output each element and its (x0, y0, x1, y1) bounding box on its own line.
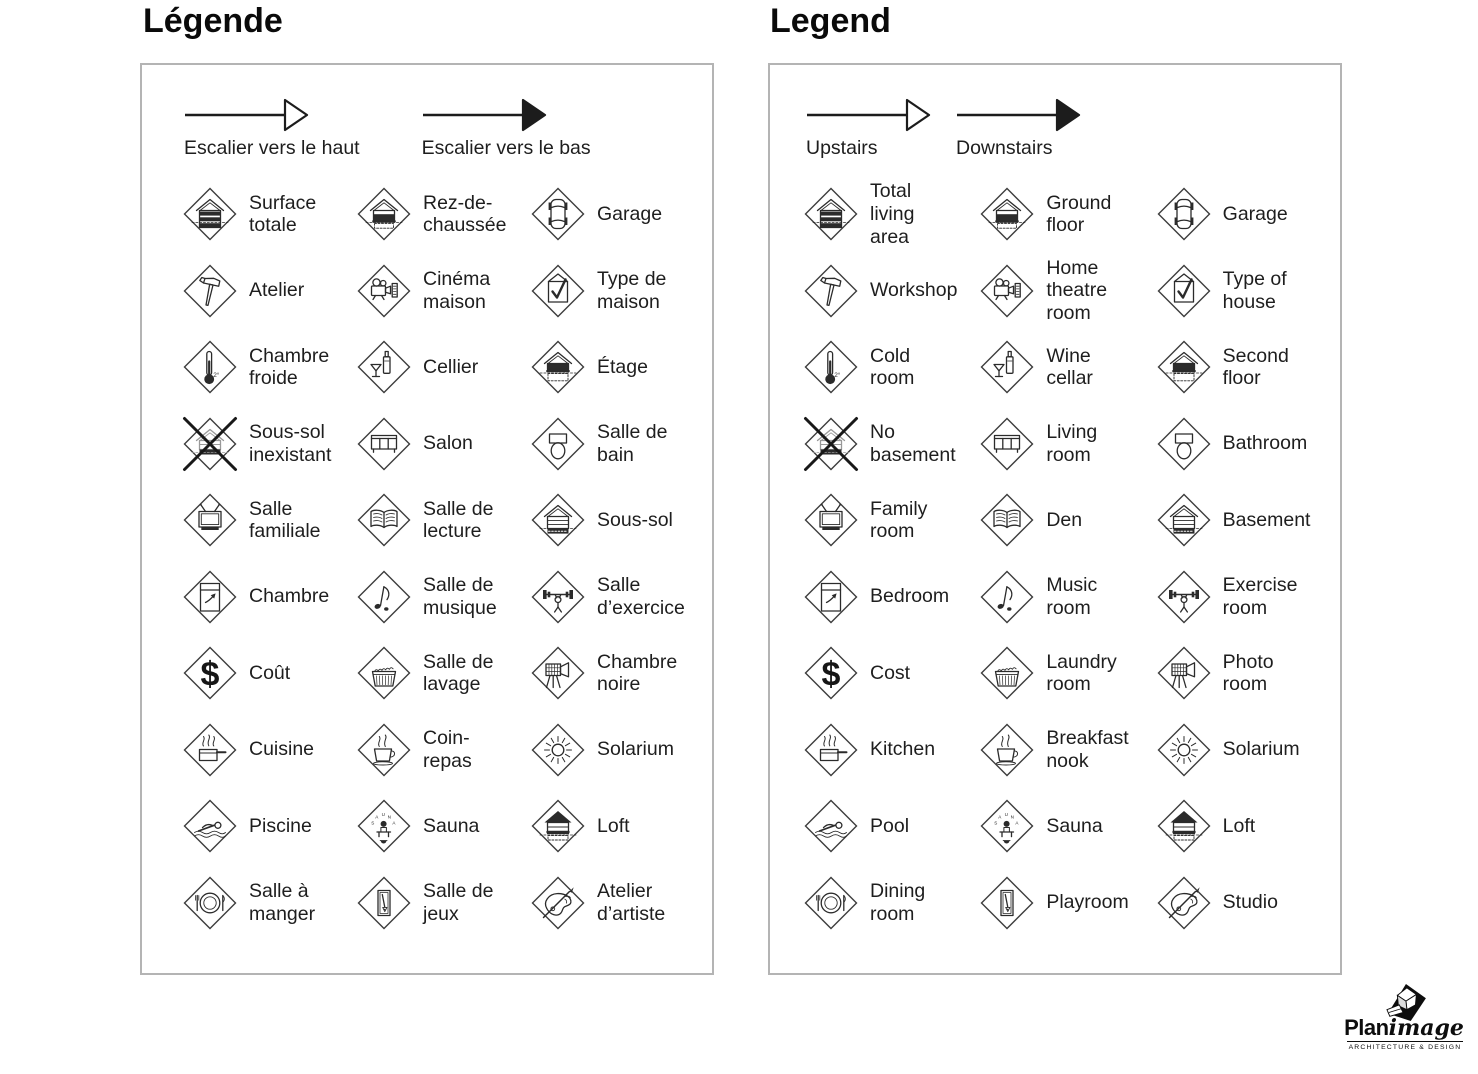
stairs-down-label: Downstairs (956, 137, 1053, 159)
legend-item (356, 865, 530, 942)
legend-item (1156, 253, 1332, 330)
legend-item (182, 865, 356, 942)
legend-item-label: Bathroom (1222, 432, 1308, 455)
svg-text:2°: 2° (213, 372, 220, 380)
paint-palette-icon (1156, 875, 1212, 931)
open-book-icon (356, 492, 412, 548)
legend-item (1156, 712, 1332, 789)
svg-text:S: S (994, 820, 998, 826)
legend-item-label: Chambre froide (249, 344, 330, 390)
billiard-table-icon (356, 875, 412, 931)
legend-item-label: No basement (870, 421, 956, 466)
legend-item-label: Chambre (249, 585, 330, 608)
legend-item-label: Living room (1046, 421, 1098, 466)
legend-item (182, 176, 356, 253)
house-no-basement-icon (182, 416, 238, 472)
legend-item (182, 712, 356, 789)
legend-item (1156, 329, 1332, 406)
sofa-icon (979, 416, 1035, 472)
legend-item-label: Sous-sol (597, 508, 673, 531)
car-garage-icon (1156, 186, 1212, 242)
house-loft-icon (1156, 798, 1212, 854)
legend-item-label: Photo room (1222, 650, 1274, 696)
logo-image-text: image (1388, 1015, 1464, 1041)
house-basement-icon (1156, 492, 1212, 548)
dollar-sign-icon (182, 645, 238, 701)
legend-item (1156, 176, 1332, 253)
svg-text:$: $ (821, 655, 841, 694)
legend-item-label: Sauna (1046, 814, 1103, 837)
house-second-floor-icon (530, 339, 586, 395)
legend-item (356, 559, 530, 636)
legend-item (530, 559, 704, 636)
dollar-sign-icon (803, 645, 859, 701)
legend-item (356, 253, 530, 330)
legend-item (979, 482, 1155, 559)
legend-item (530, 712, 704, 789)
legend-item (530, 329, 704, 406)
legend-item-label: Den (1046, 508, 1083, 531)
legend-item-label: Salle à manger (249, 880, 316, 925)
swimmer-icon (182, 798, 238, 854)
hammer-icon (803, 263, 859, 319)
sauna-person-icon (979, 798, 1035, 854)
house-basement-icon (530, 492, 586, 548)
stairs-up-entry (806, 98, 932, 160)
svg-text:A: A (375, 814, 379, 820)
svg-text:A: A (1015, 820, 1019, 826)
legend-item (1156, 865, 1332, 942)
legend-item-label: Salle de lecture (423, 497, 494, 543)
legend-item (979, 253, 1155, 330)
legend-item (356, 482, 530, 559)
svg-text:A: A (998, 814, 1002, 820)
sun-icon (1156, 722, 1212, 778)
legend-item-label: Basement (1222, 508, 1311, 531)
legend-item-label: Playroom (1046, 891, 1129, 914)
legend-item-label: Sous-sol inexistant (249, 421, 332, 466)
legend-item (1156, 788, 1332, 865)
legend-item-label: Cost (870, 661, 911, 684)
legend-item (530, 482, 704, 559)
logo-wordmark (1337, 1015, 1471, 1041)
legend-item-label: Family room (870, 497, 928, 543)
bed-icon (803, 569, 859, 625)
house-total-area-icon (803, 186, 859, 242)
legend-item-label: Pool (870, 814, 910, 837)
house-loft-icon (530, 798, 586, 854)
legend-item (182, 482, 356, 559)
legend-panel-french (140, 63, 714, 975)
legend-item (979, 788, 1155, 865)
legend-item-label: Bedroom (870, 585, 950, 608)
legend-item (979, 635, 1155, 712)
movie-camera-icon (530, 645, 586, 701)
sofa-icon (356, 416, 412, 472)
legend-item-label: Loft (597, 814, 630, 837)
legend-item (182, 406, 356, 483)
legend-item-label: Type of house (1222, 268, 1287, 313)
legend-item-label: Cuisine (249, 738, 315, 761)
legend-item-label: Coin-repas (423, 727, 472, 772)
legend-item-label: Surface totale (249, 191, 317, 237)
legend-item-label: Garage (1222, 202, 1288, 225)
coffee-cup-icon (979, 722, 1035, 778)
legend-item-label: Exercise room (1222, 574, 1298, 619)
house-second-floor-icon (1156, 339, 1212, 395)
legend-item-label: Solarium (597, 738, 674, 761)
logo-tagline: ARCHITECTURE & DESIGN (1347, 1041, 1463, 1051)
legend-item-label: Salle familiale (249, 497, 321, 543)
swimmer-icon (803, 798, 859, 854)
svg-text:$: $ (200, 655, 220, 694)
toilet-icon (530, 416, 586, 472)
legend-item-label: Workshop (870, 279, 958, 302)
legend-item-label: Solarium (1222, 738, 1300, 761)
stairs-up-arrow-icon (806, 98, 932, 134)
legend-item-label: Piscine (249, 814, 312, 837)
legend-item (182, 635, 356, 712)
stairs-down-arrow-icon (956, 98, 1082, 134)
legend-item (356, 406, 530, 483)
movie-camera-icon (1156, 645, 1212, 701)
legend-item (803, 559, 979, 636)
house-no-basement-icon (803, 416, 859, 472)
film-projector-icon (979, 263, 1035, 319)
svg-text:N: N (387, 814, 391, 820)
thermometer-icon (182, 339, 238, 395)
legend-item-label: Salle de jeux (423, 880, 494, 925)
legend-title-french: Légende (143, 2, 283, 40)
legend-item (1156, 406, 1332, 483)
place-setting-icon (182, 875, 238, 931)
film-projector-icon (356, 263, 412, 319)
stairs-up-label: Upstairs (806, 137, 878, 159)
planimage-logo (1337, 984, 1471, 1051)
cooking-pot-icon (182, 722, 238, 778)
legend-item-label: Salle de bain (597, 421, 668, 466)
legend-item (356, 176, 530, 253)
wine-bottle-glass-icon (356, 339, 412, 395)
legend-item (979, 329, 1155, 406)
place-setting-icon (803, 875, 859, 931)
stairs-down-arrow-icon (422, 98, 548, 134)
stairs-up-entry (184, 98, 360, 160)
legend-item (530, 635, 704, 712)
legend-item (530, 865, 704, 942)
stairs-down-label: Escalier vers le bas (421, 137, 591, 159)
legend-item-label: Ground floor (1046, 191, 1112, 237)
house-total-area-icon (182, 186, 238, 242)
legend-item-label: Cold room (870, 344, 915, 390)
legend-item-label: Cinéma maison (423, 268, 491, 313)
wine-bottle-glass-icon (979, 339, 1035, 395)
legend-item-label: Total living area (870, 180, 915, 248)
svg-text:2°: 2° (834, 372, 841, 380)
legend-item-label: Second floor (1222, 344, 1289, 390)
stair-arrows-row (806, 98, 1082, 160)
svg-text:U: U (1004, 812, 1009, 818)
toilet-icon (1156, 416, 1212, 472)
sun-icon (530, 722, 586, 778)
legend-item (356, 329, 530, 406)
legend-item-label: Étage (597, 355, 648, 378)
legend-item-label: Garage (597, 202, 663, 225)
legend-item (803, 635, 979, 712)
legend-item (530, 406, 704, 483)
legend-item (182, 559, 356, 636)
legend-item-label: Dining room (870, 880, 926, 925)
legend-item (979, 559, 1155, 636)
coffee-cup-icon (356, 722, 412, 778)
legend-item (803, 329, 979, 406)
house-ground-floor-icon (979, 186, 1035, 242)
legend-item (1156, 559, 1332, 636)
legend-item-label: Type de maison (597, 268, 667, 313)
weightlifter-icon (530, 569, 586, 625)
music-note-icon (356, 569, 412, 625)
legend-item (979, 176, 1155, 253)
legend-item (803, 176, 979, 253)
legend-item (356, 635, 530, 712)
sauna-person-icon (356, 798, 412, 854)
legend-item-label: Coût (249, 661, 291, 684)
cooking-pot-icon (803, 722, 859, 778)
open-book-icon (979, 492, 1035, 548)
svg-text:N: N (1010, 814, 1015, 820)
television-icon (182, 492, 238, 548)
television-icon (803, 492, 859, 548)
legend-item (803, 712, 979, 789)
legend-item-label: Atelier d’artiste (597, 880, 666, 925)
stairs-up-label: Escalier vers le haut (184, 137, 360, 159)
house-checkmark-icon (530, 263, 586, 319)
legend-item (803, 482, 979, 559)
legend-item-label: Loft (1222, 814, 1256, 837)
svg-text:U: U (381, 812, 385, 818)
music-note-icon (979, 569, 1035, 625)
legend-item-label: Salle de lavage (423, 650, 494, 696)
stairs-down-entry (422, 98, 591, 160)
legend-item-label: Salon (423, 432, 473, 455)
legend-item (979, 712, 1155, 789)
legend-item-label: Cellier (423, 355, 479, 378)
legend-item-label: Salle d’exercice (597, 574, 685, 619)
legend-grid (182, 176, 704, 941)
billiard-table-icon (979, 875, 1035, 931)
legend-item-label: Chambre noire (597, 650, 678, 696)
weightlifter-icon (1156, 569, 1212, 625)
house-ground-floor-icon (356, 186, 412, 242)
hammer-icon (182, 263, 238, 319)
legend-item-label: Atelier (249, 279, 305, 302)
legend-item-label: Breakfast nook (1046, 727, 1129, 772)
car-garage-icon (530, 186, 586, 242)
legend-item-label: Music room (1046, 574, 1098, 619)
legend-grid (803, 176, 1332, 941)
legend-panel-english (768, 63, 1342, 975)
laundry-basket-icon (356, 645, 412, 701)
legend-item-label: Rez-de-chaussée (423, 191, 507, 237)
legend-item (803, 865, 979, 942)
svg-text:A: A (392, 820, 396, 826)
legend-item-label: Home theatre room (1046, 256, 1108, 325)
legend-item-label: Wine cellar (1046, 344, 1093, 390)
legend-item-label: Laundry room (1046, 650, 1117, 696)
stairs-down-entry (956, 98, 1082, 160)
svg-text:S: S (371, 820, 375, 826)
stair-arrows-row (184, 98, 591, 160)
logo-plan-text: Plan (1344, 1015, 1389, 1040)
legend-item (182, 329, 356, 406)
legend-item (530, 176, 704, 253)
legend-item (356, 712, 530, 789)
bed-icon (182, 569, 238, 625)
legend-item (1156, 635, 1332, 712)
legend-item (803, 788, 979, 865)
legend-item (803, 406, 979, 483)
legend-item (1156, 482, 1332, 559)
stairs-up-arrow-icon (184, 98, 310, 134)
legend-item (803, 253, 979, 330)
house-checkmark-icon (1156, 263, 1212, 319)
legend-item (182, 788, 356, 865)
legend-item (979, 406, 1155, 483)
legend-item-label: Sauna (423, 814, 480, 837)
laundry-basket-icon (979, 645, 1035, 701)
thermometer-icon (803, 339, 859, 395)
legend-item-label: Studio (1222, 891, 1278, 914)
legend-item-label: Kitchen (870, 738, 936, 761)
legend-item-label: Salle de musique (423, 574, 497, 619)
legend-item (182, 253, 356, 330)
legend-item (979, 865, 1155, 942)
legend-title-english: Legend (770, 2, 891, 40)
legend-item (530, 253, 704, 330)
legend-item (530, 788, 704, 865)
paint-palette-icon (530, 875, 586, 931)
legend-item (356, 788, 530, 865)
